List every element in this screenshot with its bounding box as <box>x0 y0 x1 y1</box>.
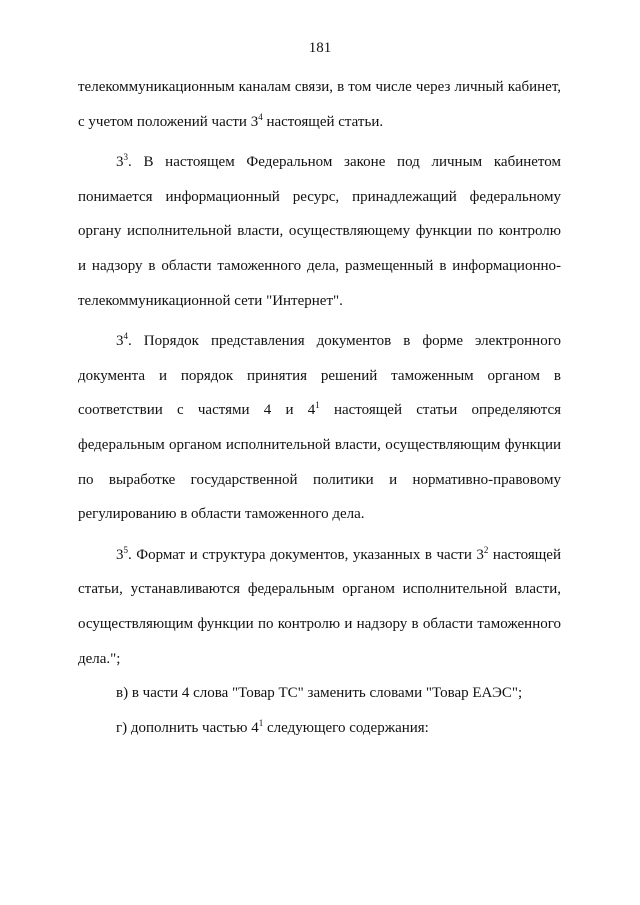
paragraph-3-4 <box>78 324 561 532</box>
document-body <box>78 70 561 745</box>
paragraph-text: настоящей статьи определяются федеральным органом исполнительной власти, осуществляющим функции по выработке государственной политики и нормативно-правовому регулированию в области таможенного дела. <box>78 402 562 523</box>
paragraph-3-5 <box>78 538 561 676</box>
superscript: 1 <box>315 400 320 411</box>
paragraph-text: следующего содержания: <box>263 719 429 736</box>
paragraph-text: телекоммуникационным каналам связи, в том числе через личный кабинет, с учетом положений части 3 <box>78 79 561 130</box>
clause-number-superscript: 4 <box>123 331 128 342</box>
clause-number-superscript: 3 <box>123 152 128 163</box>
superscript: 2 <box>483 544 489 555</box>
clause-number-superscript: 5 <box>123 544 128 555</box>
superscript: 4 <box>258 111 263 122</box>
paragraph-text: г) дополнить частью 4 <box>116 719 259 736</box>
paragraph-text: настоящей статьи, устанавливаются федеральным органом исполнительной власти, осуществляющим функции по контролю и надзору в области таможенного дела."; <box>78 546 561 667</box>
clause-number: 3 <box>116 333 124 350</box>
paragraph-3-3 <box>78 145 561 318</box>
page-number: 181 <box>308 40 332 56</box>
paragraph-item-g <box>78 711 561 746</box>
paragraph-text: . Порядок представления документов в форме электронного документа и порядок принятия решений таможенным органом в соответствии с частями 4 и 4 <box>78 333 561 419</box>
paragraph-text: . В настоящем Федеральном законе под личным кабинетом понимается информационный ресурс, принадлежащий федеральному органу исполнительной власти, осуществляющему функции по контролю и надзору в области таможенного дела, размещенный в информационно-телекоммуникационной сети "Интернет". <box>78 154 561 309</box>
clause-number: 3 <box>116 154 124 171</box>
paragraph-continuation <box>78 70 561 139</box>
clause-number: 3 <box>116 546 124 563</box>
paragraph-item-v <box>78 676 561 711</box>
paragraph-text: в) в части 4 слова "Товар ТС" заменить словами "Товар ЕАЭС"; <box>116 685 523 702</box>
superscript: 1 <box>258 717 264 728</box>
paragraph-text: настоящей статьи. <box>262 113 384 130</box>
paragraph-text: . Формат и структура документов, указанных в части 3 <box>128 546 484 563</box>
